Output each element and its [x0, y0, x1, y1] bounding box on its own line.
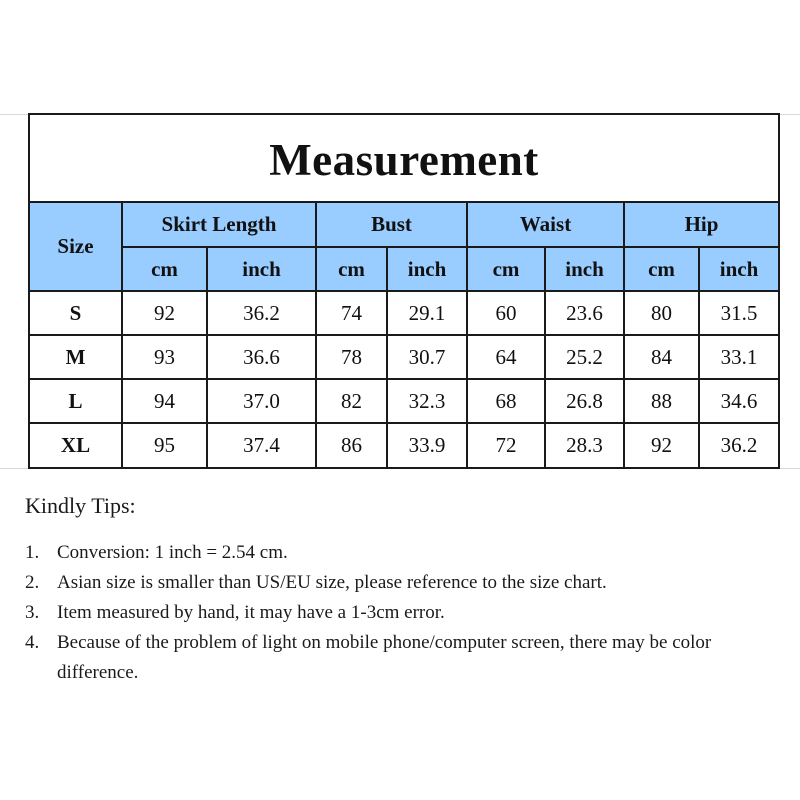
group-header-skirt-length: Skirt Length: [122, 203, 316, 247]
tip-number: 4.: [25, 632, 40, 653]
unit-header: cm: [624, 247, 699, 291]
table-cell: 33.1: [699, 335, 778, 379]
table-cell: 93: [122, 335, 207, 379]
table-cell: 23.6: [545, 291, 624, 335]
table-cell: 34.6: [699, 379, 778, 423]
tip-text: Item measured by hand, it may have a 1-3cm error.: [57, 602, 445, 623]
page-title: Measurement: [30, 115, 778, 203]
table-row: [30, 335, 778, 379]
tip-number: 1.: [25, 542, 40, 563]
group-header-bust: Bust: [316, 203, 467, 247]
table-cell: 64: [467, 335, 545, 379]
size-table: [30, 203, 778, 467]
size-label: L: [30, 379, 122, 423]
table-cell: 32.3: [387, 379, 467, 423]
tips-heading: Kindly Tips:: [25, 493, 136, 518]
tip-text: Because of the problem of light on mobile phone/computer screen, there may be color difference.: [57, 632, 712, 683]
tip-item: [25, 538, 795, 568]
table-row: [30, 379, 778, 423]
table-cell: 74: [316, 291, 387, 335]
table-cell: 25.2: [545, 335, 624, 379]
table-cell: 30.7: [387, 335, 467, 379]
tip-item: [25, 598, 795, 628]
tip-number: 3.: [25, 602, 40, 623]
group-header-hip: Hip: [624, 203, 778, 247]
table-cell: 68: [467, 379, 545, 423]
table-cell: 36.6: [207, 335, 316, 379]
kindly-tips: [25, 493, 795, 688]
unit-header: inch: [387, 247, 467, 291]
table-cell: 31.5: [699, 291, 778, 335]
tip-text: Conversion: 1 inch = 2.54 cm.: [57, 542, 288, 563]
table-cell: 37.4: [207, 423, 316, 467]
table-cell: 95: [122, 423, 207, 467]
unit-header: cm: [467, 247, 545, 291]
tip-text: Asian size is smaller than US/EU size, please reference to the size chart.: [57, 572, 607, 593]
unit-header: inch: [699, 247, 778, 291]
table-cell: 80: [624, 291, 699, 335]
table-cell: 26.8: [545, 379, 624, 423]
group-header-row: [30, 203, 778, 247]
size-label: XL: [30, 423, 122, 467]
size-label: M: [30, 335, 122, 379]
table-cell: 28.3: [545, 423, 624, 467]
measurement-card: [28, 113, 780, 469]
table-row: [30, 291, 778, 335]
unit-header: cm: [122, 247, 207, 291]
table-cell: 88: [624, 379, 699, 423]
unit-header: inch: [207, 247, 316, 291]
table-cell: 60: [467, 291, 545, 335]
size-label: S: [30, 291, 122, 335]
table-cell: 72: [467, 423, 545, 467]
unit-header: cm: [316, 247, 387, 291]
table-cell: 92: [122, 291, 207, 335]
table-cell: 36.2: [207, 291, 316, 335]
tip-item: [25, 568, 795, 598]
table-cell: 82: [316, 379, 387, 423]
size-header: Size: [30, 203, 122, 291]
table-cell: 33.9: [387, 423, 467, 467]
table-cell: 92: [624, 423, 699, 467]
table-cell: 86: [316, 423, 387, 467]
tip-number: 2.: [25, 572, 40, 593]
table-row: [30, 423, 778, 467]
unit-header-row: [30, 247, 778, 291]
table-cell: 94: [122, 379, 207, 423]
table-cell: 78: [316, 335, 387, 379]
table-cell: 36.2: [699, 423, 778, 467]
tip-item: [25, 628, 795, 688]
table-cell: 37.0: [207, 379, 316, 423]
table-cell: 84: [624, 335, 699, 379]
table-cell: 29.1: [387, 291, 467, 335]
group-header-waist: Waist: [467, 203, 624, 247]
unit-header: inch: [545, 247, 624, 291]
